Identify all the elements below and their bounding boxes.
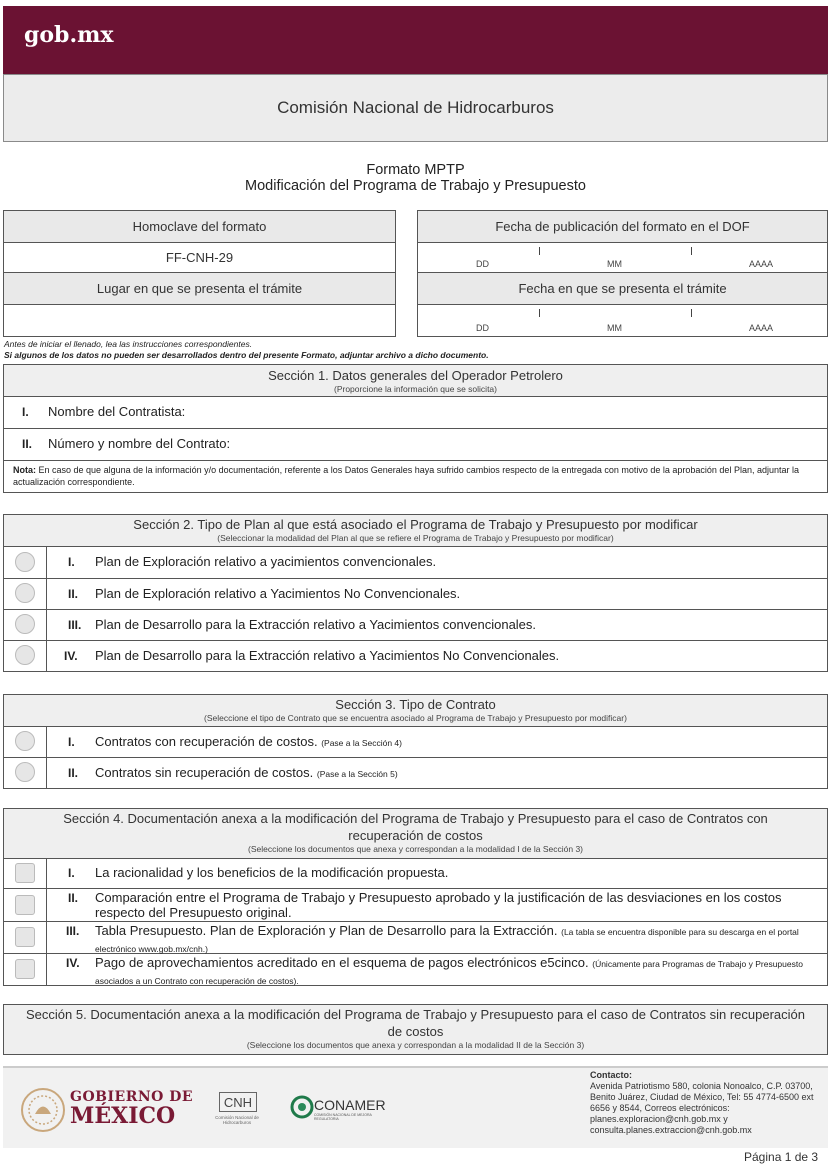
item-number: III. [66,924,80,938]
item-number: II. [22,437,33,451]
contrato-row[interactable] [3,429,828,461]
document-option-label: Comparación entre el Programa de Trabajo y Presupuesto aprobado y la justificación de las desviaciones en los costos respecto del Presupuesto original. [95,890,782,920]
item-number: II. [68,891,79,905]
contract-option-row[interactable] [3,758,828,789]
contract-option-text: Contratos sin recuperación de costos. [95,765,314,780]
item-number: I. [68,735,75,749]
divider [46,954,47,985]
item-number: II. [68,587,79,601]
top-banner [3,6,828,74]
section-2-title: Sección 2. Tipo de Plan al que está asociado el Programa de Trabajo y Presupuesto por modificar [133,517,698,532]
contratista-row[interactable] [3,397,828,429]
document-checkbox[interactable] [15,895,35,915]
contract-option-note: (Pase a la Sección 4) [321,738,402,748]
plan-radio[interactable] [15,614,35,634]
plan-radio[interactable] [15,645,35,665]
plan-option-label: Plan de Desarrollo para la Extracción relativo a Yacimientos convencionales. [95,617,537,632]
plan-option-row[interactable] [3,547,828,579]
document-checkbox[interactable] [15,959,35,979]
document-option-label: La racionalidad y los beneficios de la modificación propuesta. [95,865,449,880]
form-code-title: Formato MPTP [366,162,465,178]
contract-option-label [95,734,402,751]
item-number: IV. [66,956,80,970]
section-4-subtitle: (Seleccione los documentos que anexa y correspondan a la modalidad I de la Sección 3) [247,844,583,854]
fecha-pub-label: Fecha de publicación del formato en el DOF [417,210,828,243]
document-option-row[interactable] [3,922,828,954]
lugar-input[interactable] [3,304,396,337]
nota-text: En caso de que alguna de la información y/o documentación, referente a los Datos Generales haya sufrido cambios respecto de la entregada con motivo de la aprobación del Plan, adjuntar la actualización correspondiente. [13,465,799,487]
gobmx-logo[interactable]: gob.mx [24,22,114,48]
section-3-title: Sección 3. Tipo de Contrato [335,697,496,712]
section-3-header [3,694,828,727]
plan-option-row[interactable] [3,610,828,641]
cnh-logo: CNH [219,1092,257,1112]
plan-radio[interactable] [15,552,35,572]
conamer-subtitle: COMISIÓN NACIONAL DE MEJORA REGULATORIA [314,1113,372,1121]
plan-option-label: Plan de Desarrollo para la Extracción relativo a Yacimientos No Convencionales. [95,648,560,663]
contrato-label: Número y nombre del Contrato: [48,436,231,451]
item-number: I. [68,555,75,569]
section-1-subtitle: (Proporcione la información que se solicita) [334,384,497,394]
divider [46,547,47,578]
document-option-note: (La tabla se encuentra disponible para su descarga en el portal electrónico www.gob.mx/cnh.) [95,927,799,954]
mexico-label: MÉXICO [70,1103,176,1129]
contract-radio[interactable] [15,731,35,751]
agency-name: Comisión Nacional de Hidrocarburos [277,98,554,117]
homoclave-value: FF-CNH-29 [3,242,396,273]
plan-option-row[interactable] [3,641,828,672]
contratista-label: Nombre del Contratista: [48,404,186,419]
contact-info: Avenida Patriotismo 580, colonia Nonoalco, C.P. 03700, Benito Juárez, Ciudad de México, Tel: 55 4774-6500 ext 6656 y 8544, Correos electrónicos: planes.exploracion@cnh.gob.mx y consulta.planes.extraccion@cnh.gob.mx [590,1081,814,1135]
date-divider [539,247,540,255]
agency-title [3,74,828,142]
plan-option-row[interactable] [3,579,828,610]
item-number: IV. [64,649,78,663]
document-option-row[interactable] [3,859,828,889]
divider [46,889,47,921]
fecha-pub-date-field[interactable] [417,242,828,273]
divider [46,641,47,671]
conamer-logo: CONAMER [314,1097,386,1113]
document-option-label [95,955,807,989]
contact-label: Contacto: [590,1070,632,1080]
contract-radio[interactable] [15,762,35,782]
document-option-text: Tabla Presupuesto. Plan de Exploración y Plan de Desarrollo para la Extracción. [95,923,558,938]
section-2-header [3,514,828,547]
month-label: MM [607,323,622,333]
section-2-subtitle: (Seleccionar la modalidad del Plan al que se refiere el Programa de Trabajo y Presupuesto por modificar) [217,533,614,543]
item-number: I. [68,866,75,880]
contract-option-row[interactable] [3,727,828,758]
attachment-note: Si algunos de los datos no pueden ser desarrollados dentro del presente Formato, adjuntar archivo a dicho documento. [4,350,489,360]
fecha-tramite-label: Fecha en que se presenta el trámite [417,272,828,305]
document-option-row[interactable] [3,954,828,986]
item-number: II. [68,766,79,780]
plan-option-label: Plan de Exploración relativo a Yacimientos No Convencionales. [95,586,461,601]
contract-option-note: (Pase a la Sección 5) [316,769,398,779]
section-3-subtitle: (Seleccione el tipo de Contrato que se encuentra asociado al Programa de Trabajo y Presupuesto por modificar) [204,713,627,723]
section-1-header [3,364,828,397]
divider [46,579,47,609]
item-number: I. [22,405,29,419]
cnh-subtitle: Comisión Nacional de Hidrocarburos [215,1115,259,1125]
document-option-label [95,923,807,957]
section-1-note [3,461,828,493]
date-divider [691,309,692,317]
instructions-note: Antes de iniciar el llenado, lea las instrucciones correspondientes. [4,339,253,349]
divider [46,922,47,953]
conamer-icon [290,1095,314,1119]
mexico-seal-icon [20,1087,66,1133]
document-checkbox[interactable] [15,927,35,947]
section-4-header [3,808,828,859]
section-5-header [3,1004,828,1055]
gobierno-label: GOBIERNO DE [70,1089,194,1105]
nota-label: Nota: [13,465,36,475]
day-label: DD [476,323,489,333]
date-divider [691,247,692,255]
homoclave-label: Homoclave del formato [3,210,396,243]
divider [46,727,47,757]
item-number: III. [68,618,82,632]
section-5-title: Sección 5. Documentación anexa a la modificación del Programa de Trabajo y Presupuesto para el caso de Contratos sin recuperación de costos [26,1007,805,1039]
contract-option-text: Contratos con recuperación de costos. [95,734,318,749]
year-label: AAAA [749,259,774,269]
divider [46,758,47,788]
divider [46,859,47,888]
month-label: MM [607,259,622,269]
document-checkbox[interactable] [15,863,35,883]
day-label: DD [476,259,489,269]
form-title: Modificación del Programa de Trabajo y Presupuesto [245,178,586,194]
year-label: AAAA [749,323,774,333]
document-option-row[interactable] [3,889,828,922]
date-divider [539,309,540,317]
document-option-text: Pago de aprovechamientos acreditado en el esquema de pagos electrónicos e5cinco. [95,955,589,970]
contract-option-label [95,765,398,782]
document-option-note: (Únicamente para Programas de Trabajo y Presupuesto asociados a un Contrato con recuperación de costos). [95,959,803,986]
section-1-title: Sección 1. Datos generales del Operador Petrolero [268,368,563,383]
divider [46,610,47,640]
section-5-subtitle: (Seleccione los documentos que anexa y correspondan a la modalidad II de la Sección 3) [246,1040,585,1050]
fecha-tramite-date-field[interactable] [417,304,828,337]
lugar-label: Lugar en que se presenta el trámite [3,272,396,305]
page-number: Página 1 de 3 [744,1150,819,1164]
section-4-title: Sección 4. Documentación anexa a la modificación del Programa de Trabajo y Presupuesto para el caso de Contratos con recuperación de costos [63,811,768,843]
plan-radio[interactable] [15,583,35,603]
plan-option-label: Plan de Exploración relativo a yacimientos convencionales. [95,554,437,569]
